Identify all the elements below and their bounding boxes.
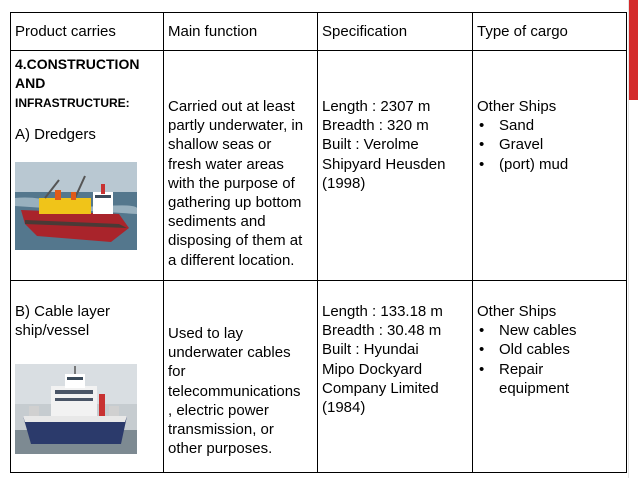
spec-line: Length : 2307 m — [322, 98, 431, 115]
table-row — [11, 51, 627, 281]
list-item: • (port) mud — [477, 155, 622, 174]
cargo-title: Other Ships — [477, 98, 557, 115]
function-line: underwater cables — [168, 344, 291, 362]
category-label: B) Cable layer — [15, 303, 111, 320]
section-title-line: AND — [15, 75, 46, 91]
list-item: • Old cables — [477, 340, 622, 359]
list-item — [477, 360, 622, 398]
category-label: A) Dredgers — [15, 126, 96, 143]
function-line: partly underwater, in — [168, 117, 304, 135]
header-cargo: Type of cargo — [473, 13, 627, 51]
cargo-title: Other Ships — [477, 303, 557, 320]
spec-line: Length : 133.18 m — [322, 303, 443, 320]
function-line: gathering up bottom — [168, 194, 302, 212]
cable-layer-ship-photo — [15, 364, 137, 454]
function-line: disposing of them at — [168, 232, 303, 250]
function-line: Carried out at least — [168, 98, 295, 115]
list-item-text: equipment — [499, 379, 570, 397]
accent-bar — [628, 0, 638, 100]
spec-cell — [318, 51, 473, 281]
list-item-text: Repair — [499, 360, 544, 378]
function-line: with the purpose of — [168, 174, 295, 192]
header-specification: Specification — [318, 13, 473, 51]
header-product: Product carries — [11, 13, 164, 51]
slide-edge-line — [628, 0, 629, 478]
cargo-cell — [473, 51, 627, 281]
spec-line: Mipo Dockyard — [322, 360, 423, 378]
function-cell — [164, 281, 318, 473]
cargo-list — [477, 321, 622, 398]
function-line: sediments and — [168, 213, 266, 231]
spec-cell — [318, 281, 473, 473]
product-cell — [11, 51, 164, 281]
cargo-list — [477, 116, 622, 174]
spec-line: Breadth : 30.48 m — [322, 322, 442, 340]
category-label: ship/vessel — [15, 322, 90, 340]
function-line: transmission, or — [168, 421, 274, 439]
list-item: • Sand — [477, 116, 622, 135]
function-line: , electric power — [168, 401, 269, 419]
header-function: Main function — [164, 13, 318, 51]
function-line: telecommunications — [168, 382, 301, 400]
section-title-line: 4.CONSTRUCTION — [15, 56, 140, 72]
spec-line: (1998) — [322, 174, 366, 192]
header-row — [11, 13, 627, 51]
function-line: other purposes. — [168, 440, 273, 458]
list-item: • Gravel — [477, 135, 622, 154]
dredger-ship-photo — [15, 162, 137, 250]
product-table — [10, 12, 627, 473]
spec-line: Company Limited — [322, 379, 439, 397]
function-line: for — [168, 363, 186, 381]
section-title-line: INFRASTRUCTURE: — [15, 96, 130, 110]
function-cell — [164, 51, 318, 281]
function-line: a different location. — [168, 251, 295, 269]
spec-line: Breadth : 320 m — [322, 117, 429, 135]
spec-line: Built : Verolme — [322, 136, 419, 154]
spec-line: Shipyard Heusden — [322, 155, 446, 173]
function-line: Used to lay — [168, 325, 244, 342]
function-line: shallow seas or — [168, 136, 272, 154]
spec-line: (1984) — [322, 399, 366, 417]
cargo-cell — [473, 281, 627, 473]
table-row — [11, 281, 627, 473]
list-item: • New cables — [477, 321, 622, 340]
function-line: fresh water areas — [168, 155, 284, 173]
spec-line: Built : Hyundai — [322, 341, 419, 359]
product-cell — [11, 281, 164, 473]
